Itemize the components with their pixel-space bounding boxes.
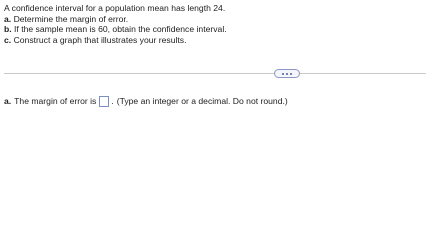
answer-hint: (Type an integer or a decimal. Do not round.) (116, 96, 288, 107)
answer-prefix: The margin of error is (14, 96, 97, 107)
part-text: Construct a graph that illustrates your results. (13, 34, 187, 45)
answer-row (4, 96, 288, 107)
part-text: If the sample mean is 60, obtain the confidence interval. (14, 24, 227, 35)
answer-suffix: . (111, 96, 114, 107)
question-part-a (4, 14, 424, 25)
margin-of-error-input[interactable] (99, 96, 109, 107)
question-intro: A confidence interval for a population mean has length 24. (4, 3, 226, 13)
answer-part-label: a. (4, 96, 12, 107)
section-divider (4, 67, 426, 81)
question-text (4, 3, 424, 45)
divider-line (4, 73, 426, 74)
question-part-c (4, 35, 424, 46)
expand-more-button[interactable] (274, 69, 300, 78)
part-text: Determine the margin of error. (13, 13, 129, 24)
part-label: a. (4, 13, 12, 24)
part-label: c. (4, 34, 12, 45)
ellipsis-icon (282, 73, 292, 75)
question-part-b (4, 24, 424, 35)
part-label: b. (4, 24, 12, 35)
